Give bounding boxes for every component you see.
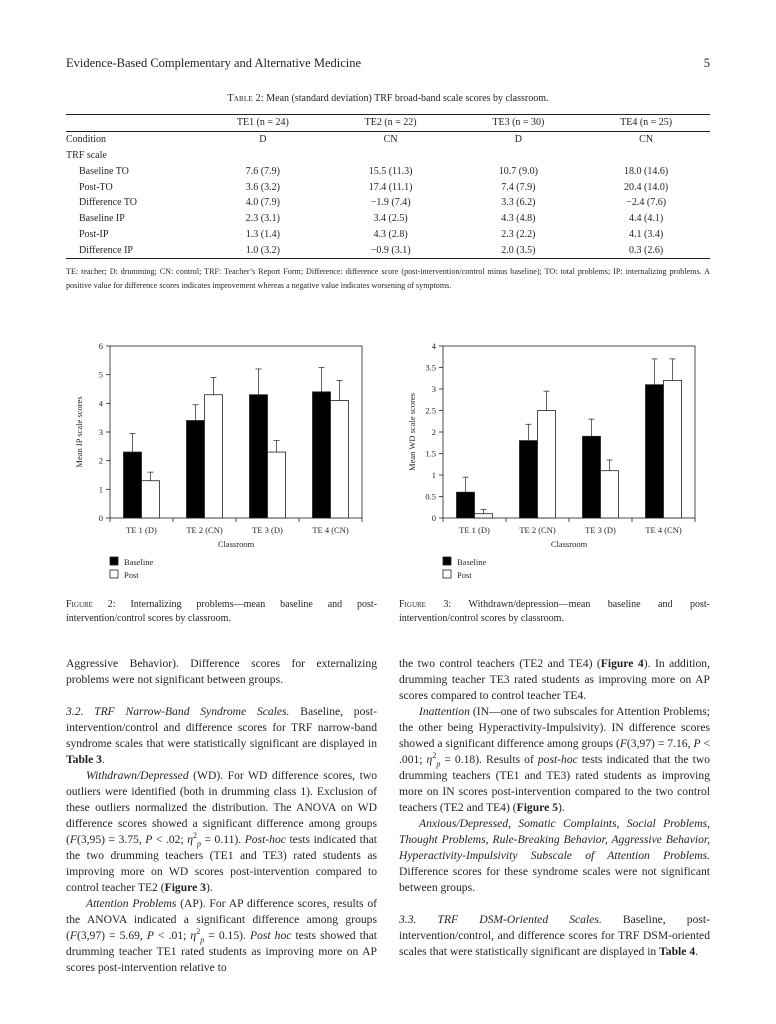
legend-swatch (110, 557, 118, 565)
table-cell: 4.4 (4.1) (629, 213, 664, 225)
table-ref-link[interactable]: Table 4 (659, 945, 696, 958)
legend-label: Baseline (124, 557, 154, 567)
paragraph: Withdrawn/Depressed (WD). For WD difference scores, two outliers were identified (both in drumming class 1). Exclusion of these outliers normalized the distribution. The ANOVA on WD difference scores showed a significant difference among groups (F(3,95) = 3.75, P < .02; $\eta^2_p = 0.11$). Post-hoc tests indicated that the two drumming teachers (TE1 and TE3) rated students as improving more on WD scores post-intervention compared to control teacher TE2 (Figure 3). (66, 769, 377, 894)
x-tick-label: TE 1 (D) (459, 525, 490, 535)
y-tick-label: 0.5 (425, 491, 436, 502)
table-column-header: TE2 (n = 22) (327, 115, 455, 132)
y-tick-label: 3 (98, 427, 103, 437)
table-label: Table 2: (227, 93, 264, 104)
table-footnote: TE: teacher; D: drumming; CN: control; TRF: Teacher’s Report Form; Difference: difference score (post-intervention/control minus baseline); TO: total problems; IP: internalizing problems. A positive value for difference scores indicates improvement whereas a negative value indicates worsening of symptoms. (66, 267, 710, 290)
y-tick-label: 2 (98, 455, 103, 466)
table-cell: CN (582, 131, 710, 147)
table-cell: 1.0 (3.2) (199, 242, 327, 258)
bar-post (205, 395, 223, 518)
table-caption (66, 93, 710, 104)
table-cell: 7.4 (7.9) (501, 181, 536, 193)
table-cell: 4.3 (2.8) (373, 228, 408, 240)
table-cell: 17.4 (11.1) (368, 181, 413, 193)
table-row (66, 211, 710, 227)
table-ref-link[interactable]: Table 3 (66, 753, 102, 766)
bar-baseline (250, 395, 268, 518)
table-column-header: TE4 (n = 25) (582, 115, 710, 132)
table-cell: −1.9 (7.4) (370, 197, 411, 209)
table-column-header: TE3 (n = 30) (455, 115, 583, 132)
table-row-label: Baseline TO (79, 165, 129, 177)
table-row-label: Post-IP (79, 228, 109, 240)
table-row (66, 227, 710, 243)
y-tick-label: 1 (98, 484, 103, 495)
table-cell: 4.3 (4.8) (501, 213, 536, 225)
table-cell: 1.3 (1.4) (245, 228, 280, 240)
bar-baseline (583, 436, 601, 518)
figure-ref-link[interactable]: Figure 3 (164, 881, 206, 894)
paragraph: Anxious/Depressed, Somatic Complaints, Social Problems, Thought Problems, Rule-Breaking Behavior, Aggressive Behavior, Hyperactivity-Impulsivity Subscale of Attention Problems. Difference scores for these syndrome scales were not significant between groups. (399, 817, 710, 894)
table-cell: 0.3 (2.6) (582, 242, 710, 258)
table-cell: 4.0 (7.9) (245, 197, 280, 209)
right-column (399, 656, 710, 960)
bar-post (268, 452, 286, 518)
table-2 (66, 114, 710, 259)
page-number: 5 (703, 56, 710, 70)
bar-baseline (646, 385, 664, 518)
table-row (66, 163, 710, 179)
x-axis-label: Classroom (217, 539, 255, 549)
table-row (66, 195, 710, 211)
x-tick-label: TE 4 (CN) (312, 525, 349, 535)
x-tick-label: TE 2 (CN) (519, 525, 556, 535)
paragraph: 3.2. TRF Narrow-Band Syndrome Scales. Baseline, post-intervention/control and difference scores for TRF narrow-band syndrome scales that were statistically significant are displayed in Table 3. (66, 705, 377, 766)
figure-2 (66, 336, 386, 596)
bar-baseline (313, 392, 331, 518)
section-heading: 3.3. TRF DSM-Oriented Scales. (399, 913, 602, 926)
table-cell: −0.9 (3.1) (327, 242, 455, 258)
legend-label: Post (457, 570, 472, 580)
figure-3 (399, 336, 719, 596)
paragraph: Inattention (IN—one of two subscales for Attention Problems; the other being Hyperactivity-Impulsivity). IN difference scores showed a significant difference among groups (F(3,97) = 7.16, P < .001; $\eta^2_p = 0.18$). Results of post-hoc tests indicated that the two drumming teachers (TE1 and TE3) rated students as improving more on IN scores post-intervention compared to the two control teachers (TE2 and TE4) (Figure 5). (399, 705, 710, 814)
x-tick-label: TE 3 (D) (585, 525, 616, 535)
table-cell: 3.3 (6.2) (501, 197, 536, 209)
bar-baseline (457, 492, 475, 518)
table-cell: 20.4 (14.0) (624, 181, 669, 193)
bar-post (331, 400, 349, 518)
y-tick-label: 1.5 (425, 448, 436, 459)
y-tick-label: 1 (431, 470, 436, 480)
table-row-section (66, 148, 710, 164)
table-section-label: TRF scale (66, 149, 107, 161)
y-tick-label: 4 (98, 398, 103, 409)
table-row-label: Condition (66, 131, 199, 147)
table-cell: 18.0 (14.6) (624, 165, 669, 177)
table-row-label: Difference IP (66, 242, 199, 258)
x-tick-label: TE 4 (CN) (645, 525, 682, 535)
table-row-label: Difference TO (79, 197, 138, 209)
table-row-label: Post-TO (79, 181, 113, 193)
table-cell: 3.6 (3.2) (245, 181, 280, 193)
legend-swatch (110, 570, 118, 578)
paragraph-heading: Inattention (419, 705, 470, 718)
legend-swatch (443, 570, 451, 578)
y-tick-label: 5 (98, 369, 103, 380)
table-cell: D (199, 131, 327, 147)
paragraph: the two control teachers (TE2 and TE4) (Figure 4). In addition, drumming teacher TE3 rated students as improving more on AP scores compared to control teacher TE4. (399, 657, 710, 702)
y-tick-label: 0 (98, 513, 103, 523)
table-column-header: TE1 (n = 24) (199, 115, 327, 132)
y-tick-label: 2 (431, 427, 436, 437)
paragraph-heading: Withdrawn/Depressed (86, 769, 189, 782)
y-tick-label: 3.5 (425, 362, 436, 373)
table-cell: 2.0 (3.5) (455, 242, 583, 258)
paragraph: 3.3. TRF DSM-Oriented Scales. Baseline, post-intervention/control, and difference scores for TRF DSM-oriented scales that were statistically significant are displayed in Table 4. (399, 913, 710, 958)
figure-2-caption (66, 598, 377, 626)
running-head: Evidence-Based Complementary and Alternative Medicine (66, 56, 362, 70)
figure-label: Figure 3: (399, 599, 452, 610)
bar-baseline (124, 452, 142, 518)
bar-post (664, 380, 682, 518)
table-cell: 2.3 (2.2) (501, 228, 536, 240)
paragraph-heading: Anxious/Depressed, Somatic Complaints, Social Problems, Thought Problems, Rule-Breaking Behavior, Aggressive Behavior, Hyperactivity-Impulsivity Subscale of Attention Problems. (399, 817, 710, 862)
paragraph: Aggressive Behavior). Difference scores for externalizing problems were not significant between groups. (66, 657, 377, 686)
table-cell: 2.3 (3.1) (245, 213, 280, 225)
y-axis-label: Mean WD scale scores (407, 393, 417, 471)
y-axis-label: Mean IP scale scores (74, 396, 84, 468)
bar-post (475, 514, 493, 518)
bar-baseline (520, 441, 538, 518)
table-row-label: Baseline IP (79, 213, 125, 225)
legend-label: Baseline (457, 557, 487, 567)
x-axis-label: Classroom (550, 539, 588, 549)
bar-baseline (187, 421, 205, 518)
y-tick-label: 2.5 (425, 405, 436, 416)
table-cell: −2.4 (7.6) (626, 197, 667, 209)
table-cell: 3.4 (2.5) (373, 213, 408, 225)
table-cell: CN (327, 131, 455, 147)
figure-3-chart (399, 336, 719, 596)
x-tick-label: TE 2 (CN) (186, 525, 223, 535)
figure-3-caption (399, 598, 710, 626)
table-row (66, 179, 710, 195)
figure-ref-link[interactable]: Figure 5 (516, 801, 558, 814)
table-caption-text: Mean (standard deviation) TRF broad-band scale scores by classroom. (266, 93, 549, 104)
figure-caption-text: Withdrawn/depression—mean baseline and post-intervention/control scores by classroom. (399, 599, 710, 624)
x-tick-label: TE 1 (D) (126, 525, 157, 535)
paragraph-heading: Attention Problems (86, 897, 177, 910)
table-cell: 15.5 (11.3) (368, 165, 413, 177)
table-row-condition (66, 131, 710, 147)
y-tick-label: 4 (431, 341, 436, 351)
legend-swatch (443, 557, 451, 565)
figure-label: Figure 2: (66, 599, 116, 610)
table-header-row (66, 115, 710, 132)
figure-ref-link[interactable]: Figure 4 (600, 657, 644, 670)
x-tick-label: TE 3 (D) (252, 525, 283, 535)
table-header-corner (66, 115, 199, 132)
table-cell: D (455, 131, 583, 147)
table-row (66, 242, 710, 258)
bar-post (601, 471, 619, 518)
figure-2-chart (66, 336, 386, 596)
bar-post (538, 411, 556, 519)
y-tick-label: 3 (431, 384, 436, 394)
left-column (66, 656, 377, 976)
legend-label: Post (124, 570, 139, 580)
paragraph: Attention Problems (AP). For AP difference scores, results of the ANOVA indicated a significant difference among groups (F(3,97) = 5.69, P < .01; $\eta^2_p = 0.15$). Post hoc tests showed that drumming teacher TE1 rated students as improving more on AP scores post-intervention relative to (66, 897, 377, 974)
y-tick-label: 0 (431, 513, 436, 523)
bar-post (142, 481, 160, 518)
section-heading: 3.2. TRF Narrow-Band Syndrome Scales. (66, 705, 290, 718)
table-cell: 7.6 (7.9) (245, 165, 280, 177)
figure-caption-text: Internalizing problems—mean baseline and post-intervention/control scores by classroom. (66, 599, 377, 624)
table-cell: 10.7 (9.0) (498, 165, 538, 177)
table-cell: 4.1 (3.4) (629, 228, 664, 240)
y-tick-label: 6 (98, 341, 103, 351)
